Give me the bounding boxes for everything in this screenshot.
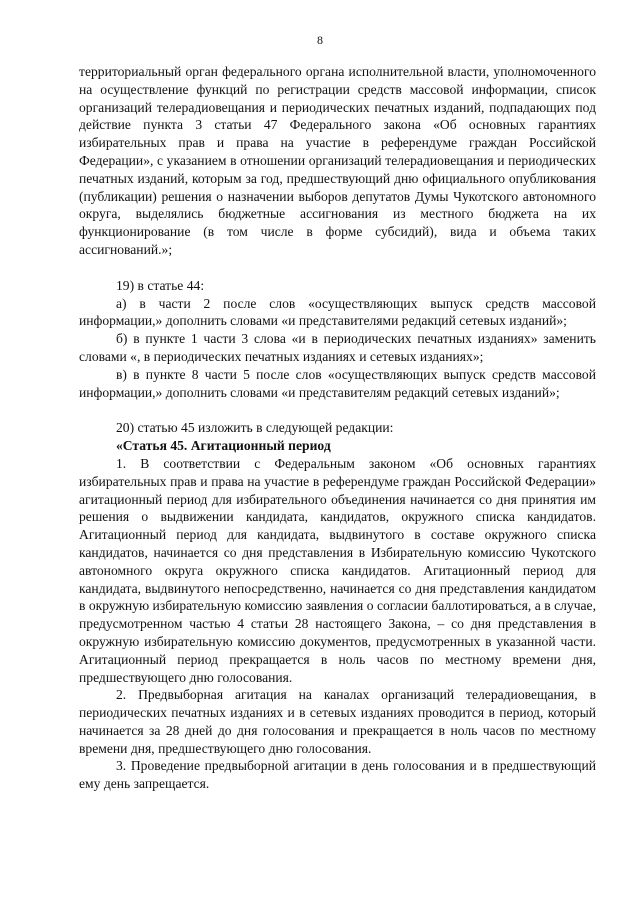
article-part-1: 1. В соответствии с Федеральным законом «Об основных гарантиях избирательных прав и права на участие в референдуме граждан Российской Федерации» агитационный период для избирательного объединения начинается со дня принятия им решения о выдвижении кандидата, кандидатов, окружного списка кандидатов. Агитационный период для кандидата, выдвинутого в составе окружного списка кандидатов, начинается со дня представления в Избирательную комиссию Чукотского автономного округа окружного списка кандидатов. Агитационный период для кандидата, выдвинутого непосредственно, начинается со дня представления кандидатом в окружную избирательную комиссию заявления о согласии баллотироваться, а в случае, предусмотренном частью 4 статьи 28 настоящего Закона, – со дня представления в окружную избирательную комиссию документов, предусмотренных в указанной части. Агитационный период прекращается в ноль часов по местному времени дня, предшествующего дню голосования. xyxy=(79,455,596,685)
paragraph-item-20: 20) статью 45 изложить в следующей редакции: xyxy=(116,420,394,436)
paragraph-subitem-a: а) в части 2 после слов «осуществляющих выпуск средств массовой информации,» дополнить словами «и представителями редакций сетевых изданий»; xyxy=(79,295,596,329)
paragraph-item-19: 19) в статье 44: xyxy=(116,277,205,293)
paragraph-subitem-b: б) в пункте 1 части 3 слова «и в периодических печатных изданиях» заменить словами «, в периодических печатных изданиях и сетевых изданиях»; xyxy=(79,331,596,364)
article-part-2: 2. Предвыборная агитация на каналах организаций телерадиовещания, в периодических печатных изданиях и в сетевых изданиях проводится в период, который начинается за 28 дней до дня голосования и прекращается в ноль часов по местному времени дня, предшествующего дню голосования. xyxy=(79,687,596,756)
page-number: 8 xyxy=(317,33,323,47)
paragraph-continuation: территориальный орган федерального органа исполнительной власти, уполномоченного на осуществление функций по регистрации средств массовой информации, список организаций телерадиовещания и периодических печатных изданий, подпадающих под действие пункта 3 статьи 47 Федерального закона «Об основных гарантиях избирательных прав и права на участие в референдуме граждан Российской Федерации», с указанием в отношении организаций телерадиовещания и периодических печатных изданий, которым за год, предшествующий дню официального опубликования (публикации) решения о назначении выборов депутатов Думы Чукотского автономного округа, выделялись бюджетные ассигнования из местного бюджета на их функционирование (в том числе в форме субсидий), вида и объема таких ассигнований.»; xyxy=(79,64,596,257)
paragraph-subitem-v: в) в пункте 8 части 5 после слов «осуществляющих выпуск средств массовой информации,» дополнить словами «и представителям редакций сетевых изданий»; xyxy=(79,366,596,400)
page-body xyxy=(79,63,596,793)
article-part-3: 3. Проведение предвыборной агитации в день голосования и в предшествующий ему день запрещается. xyxy=(79,758,596,792)
paragraph-spacer xyxy=(79,401,596,419)
paragraph-spacer xyxy=(79,259,596,277)
article-heading: «Статья 45. Агитационный период xyxy=(116,438,331,454)
